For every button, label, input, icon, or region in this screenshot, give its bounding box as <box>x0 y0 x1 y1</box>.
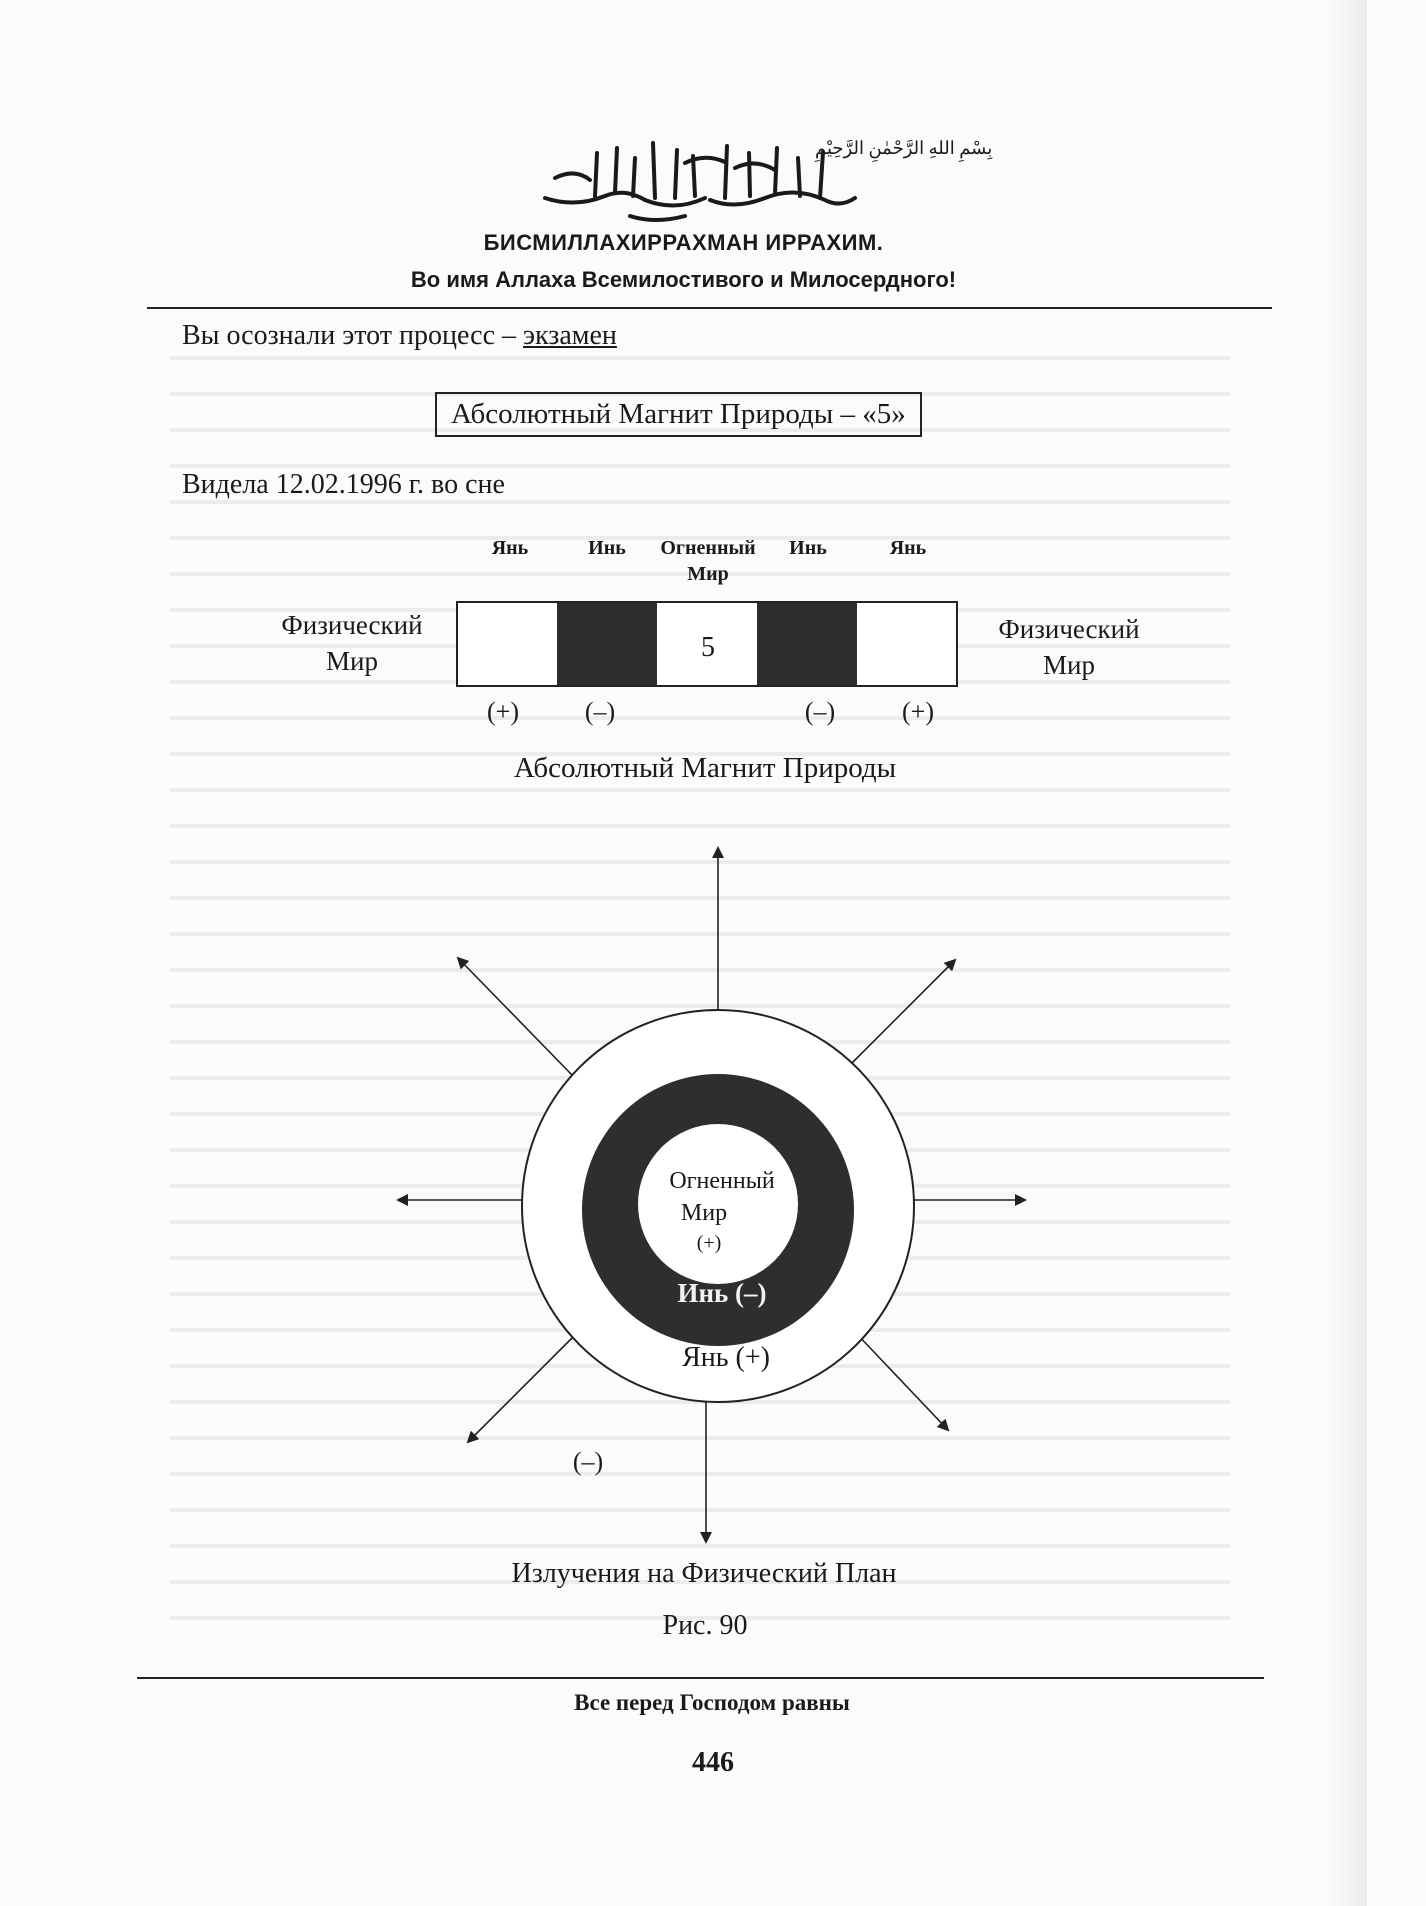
bar-diagram-caption: Абсолютный Магнит Природы <box>513 752 897 784</box>
basmala-text: بِسْمِ اللهِ الرَّحْمٰنِ الرَّحِيْمِ <box>815 138 993 158</box>
label-yin-right: Инь <box>789 537 827 559</box>
label-fire-world-1: Огненный <box>660 537 756 559</box>
right-physical-world-2: Мир <box>1043 650 1095 680</box>
bar-yin-right <box>757 603 857 685</box>
body-line-1-underlined: экзамен <box>523 320 617 351</box>
outer-label: Янь (+) <box>682 1342 770 1373</box>
basmala-calligraphy <box>535 128 993 228</box>
sign-1: (+) <box>487 697 519 726</box>
bar-center-value: 5 <box>701 632 715 663</box>
circle-diagram-caption: Излучения на Физический План <box>511 1558 897 1589</box>
arrow-up-right <box>845 960 955 1070</box>
magnet-bar-diagram <box>0 520 1367 760</box>
sign-2: (–) <box>584 697 616 726</box>
arrow-down-right <box>855 1332 948 1430</box>
body-line-1-text: Вы осознали этот процесс – <box>182 320 523 351</box>
ring-label: Инь (–) <box>677 1278 767 1308</box>
body-line-1 <box>182 320 617 352</box>
boxed-heading: Абсолютный Магнит Природы – «5» <box>435 392 922 437</box>
footer-rule <box>137 1677 1264 1679</box>
label-yin-left: Инь <box>588 537 626 559</box>
bar-yin-left <box>557 603 657 685</box>
header-title: БИСМИЛЛАХИРРАХМАН ИРРАХИМ. <box>483 230 884 255</box>
right-physical-world-1: Физический <box>998 614 1140 644</box>
inner-label-3: (+) <box>696 1232 722 1254</box>
label-yang-left: Янь <box>491 537 529 559</box>
label-fire-world-2: Мир <box>687 563 729 585</box>
header-rule <box>147 307 1272 309</box>
arrow-up-left <box>458 958 572 1075</box>
header-subtitle: Во имя Аллаха Всемилостивого и Милосердного! <box>410 267 957 292</box>
footer-motto: Все перед Господом равны <box>574 1690 850 1715</box>
sign-3: (–) <box>804 697 836 726</box>
inner-label-1: Огненный <box>669 1168 775 1194</box>
label-yang-right: Янь <box>889 537 927 559</box>
minus-label: (–) <box>572 1447 604 1476</box>
sign-4: (+) <box>902 697 934 726</box>
figure-label: Рис. 90 <box>662 1610 748 1641</box>
inner-label-2: Мир <box>680 1200 728 1226</box>
page-number: 446 <box>692 1747 734 1778</box>
radiation-circle-diagram <box>0 830 1367 1570</box>
body-line-2: Видела 12.02.1996 г. во сне <box>182 469 505 500</box>
arrow-down-left <box>468 1332 578 1442</box>
left-physical-world-1: Физический <box>281 610 423 640</box>
left-physical-world-2: Мир <box>326 646 378 676</box>
